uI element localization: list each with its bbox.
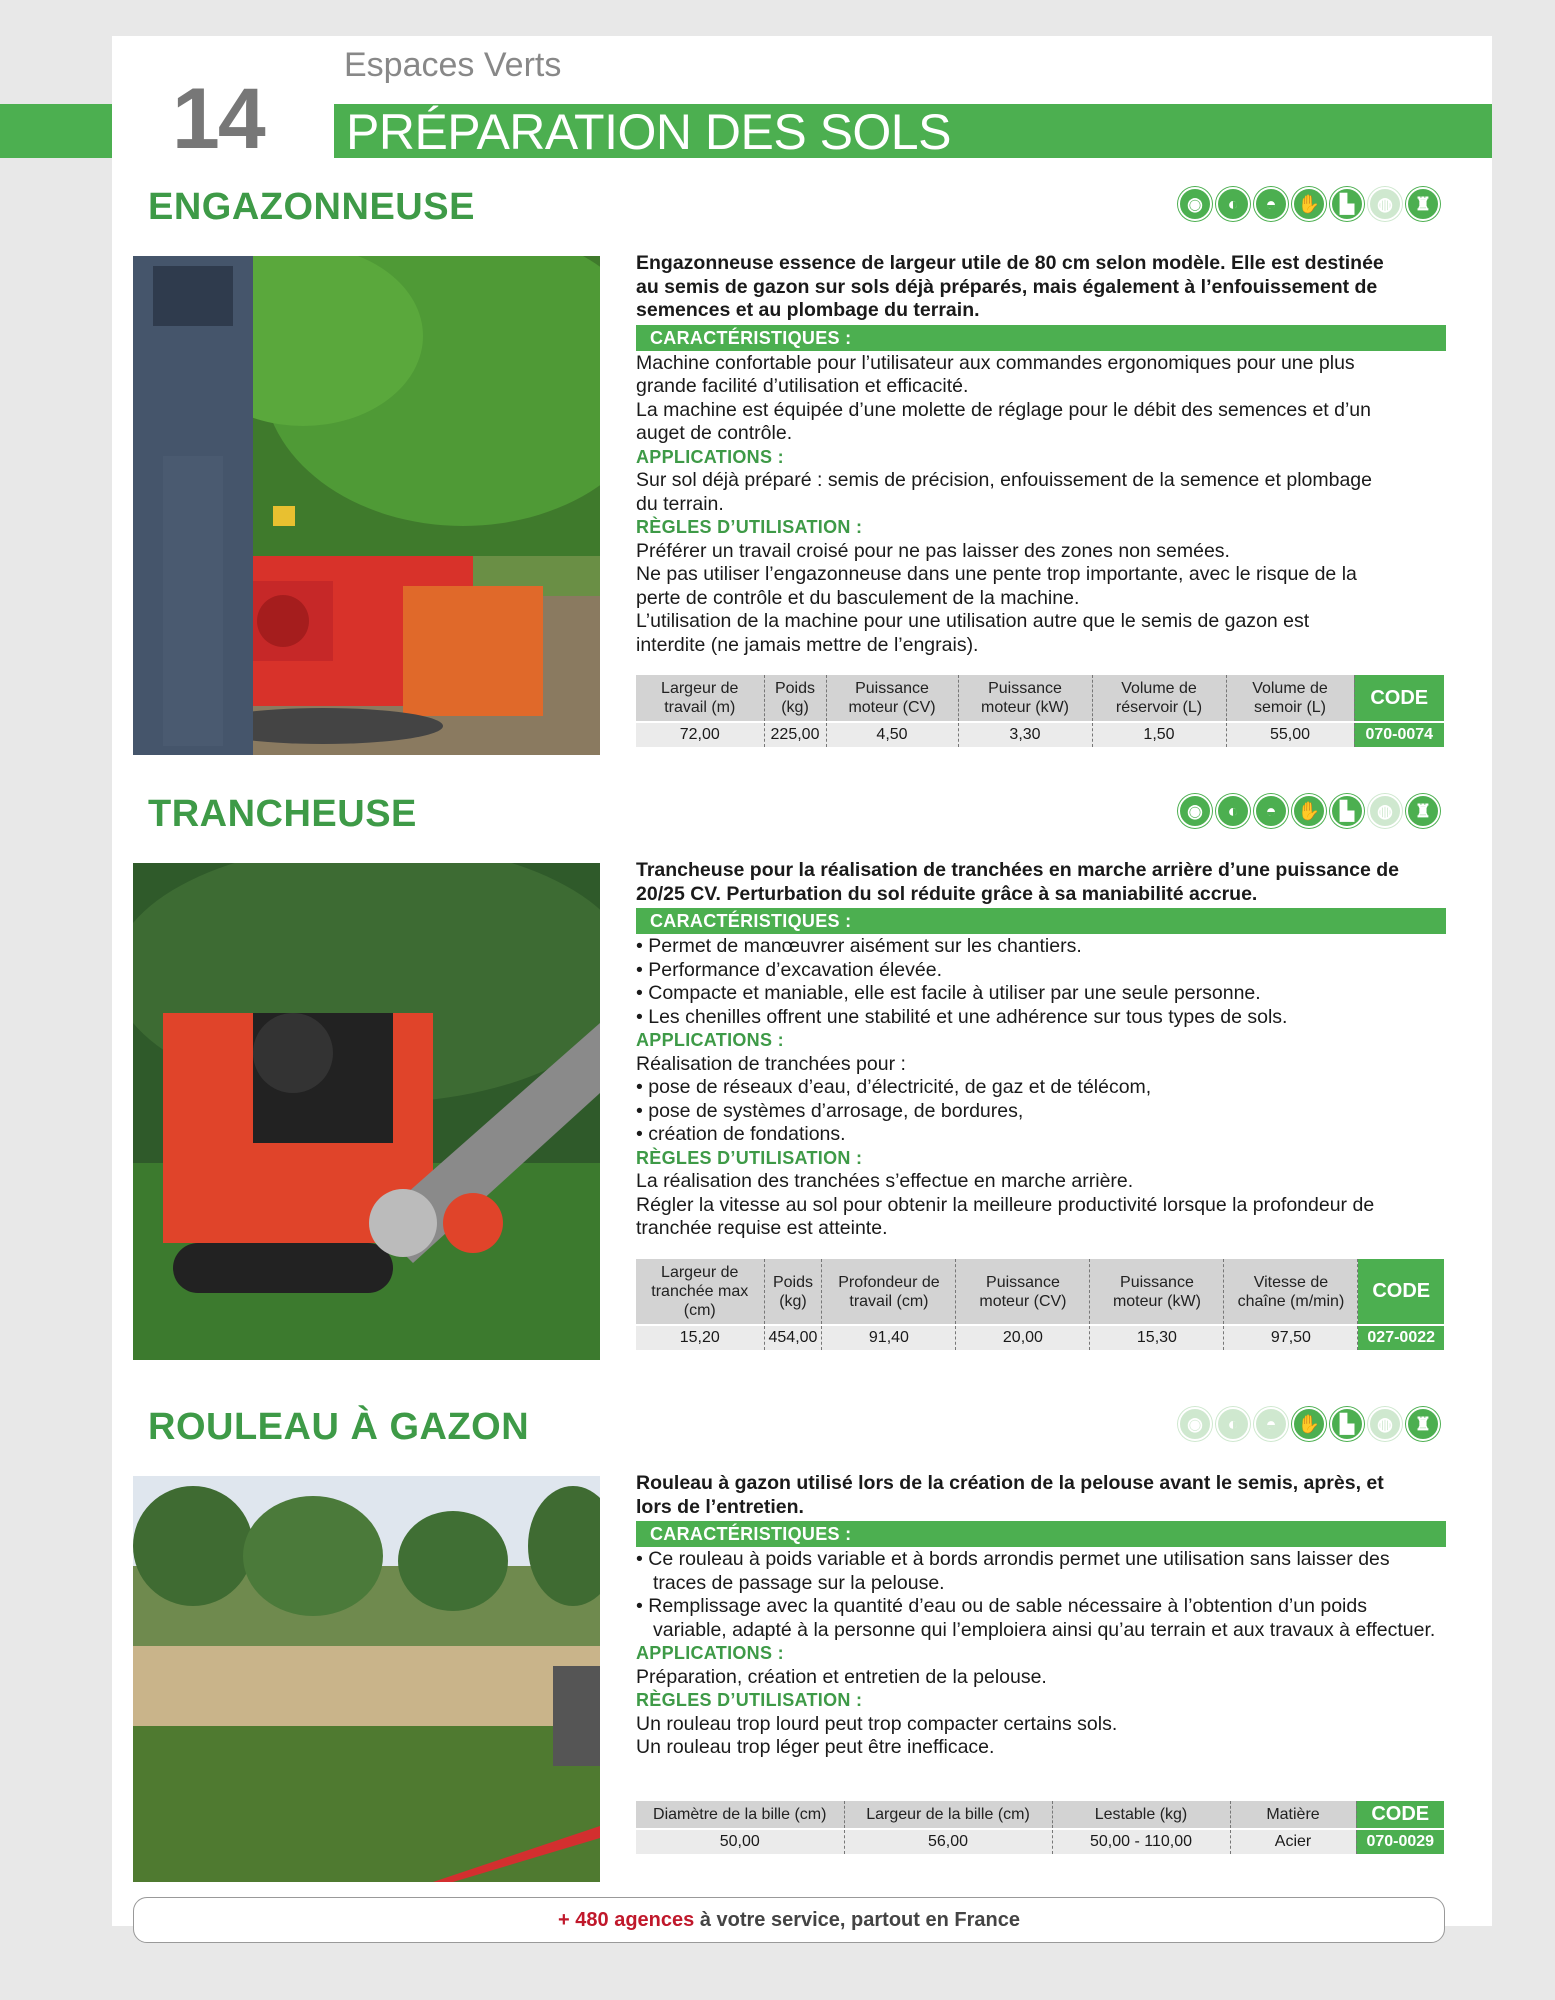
spec-header: Puissance moteur (kW)	[958, 675, 1092, 722]
category-label: Espaces Verts	[344, 46, 562, 84]
spec-value: 15,20	[636, 1325, 764, 1350]
spec-header: Poids (kg)	[764, 675, 826, 722]
spec-value: Acier	[1230, 1829, 1356, 1854]
text-line: du terrain.	[636, 492, 724, 515]
product-title: ENGAZONNEUSE	[148, 186, 475, 228]
product-code: 070-0074	[1354, 722, 1444, 747]
intro-line: lors de l’entretien.	[636, 1495, 804, 1518]
spec-header: Volume de réservoir (L)	[1092, 675, 1226, 722]
lunettes-icon: ◉	[1178, 794, 1212, 828]
product-code: 027-0022	[1358, 1325, 1444, 1350]
spec-header: Profondeur de travail (cm)	[822, 1259, 956, 1325]
spec-value: 50,00	[636, 1829, 844, 1854]
text-line: tranchée requise est atteinte.	[636, 1217, 888, 1239]
text-line: La machine est équipée d’une molette de réglage pour le débit des semences et d’un	[636, 398, 1371, 421]
footer-text: à votre service, partout en France	[694, 1909, 1020, 1931]
spec-value: 20,00	[956, 1325, 1090, 1350]
chaussures-icon: ▙	[1330, 1407, 1364, 1441]
caracteristiques-heading: CARACTÉRISTIQUES :	[636, 908, 1446, 934]
spec-value: 55,00	[1226, 722, 1354, 747]
text-line: Préparation, création et entretien de la pelouse.	[636, 1665, 1047, 1688]
regles-heading: RÈGLES D’UTILISATION :	[636, 1147, 863, 1168]
spec-header: Largeur de la bille (cm)	[844, 1801, 1052, 1829]
masque-icon: ◍	[1368, 187, 1402, 221]
vetements-icon: ♜	[1406, 1407, 1440, 1441]
caracteristiques-heading: CARACTÉRISTIQUES :	[636, 1521, 1446, 1547]
chaussures-icon: ▙	[1330, 794, 1364, 828]
spec-header: Matière	[1230, 1801, 1356, 1829]
product-photo	[133, 863, 600, 1360]
intro-line: Rouleau à gazon utilisé lors de la création de la pelouse avant le semis, après, et	[636, 1472, 1384, 1494]
spec-value: 97,50	[1224, 1325, 1358, 1350]
text-line: Machine confortable pour l’utilisateur aux commandes ergonomiques pour une plus	[636, 351, 1355, 374]
text-line: Sur sol déjà préparé : semis de précision, enfouissement de la semence et plombage	[636, 469, 1372, 491]
intro-line: Engazonneuse essence de largeur utile de 80 cm selon modèle. Elle est destinée	[636, 252, 1384, 274]
product-title: TRANCHEUSE	[148, 793, 417, 835]
intro-line: au semis de gazon sur sols déjà préparés, mais également à l’enfouissement de	[636, 275, 1378, 298]
vetements-icon: ♜	[1406, 187, 1440, 221]
spec-value: 454,00	[764, 1325, 822, 1350]
product-photo	[133, 1476, 600, 1882]
vetements-icon: ♜	[1406, 794, 1440, 828]
spec-header: Lestable (kg)	[1052, 1801, 1230, 1829]
applications-heading: APPLICATIONS :	[636, 1030, 784, 1050]
spec-header: Puissance moteur (CV)	[826, 675, 958, 722]
text-line: Régler la vitesse au sol pour obtenir la meilleure productivité lorsque la profondeur de	[636, 1193, 1375, 1216]
text-line: L’utilisation de la machine pour une utilisation autre que le semis de gazon est	[636, 610, 1310, 632]
product-description	[636, 252, 1446, 657]
left-green-tab	[0, 104, 112, 158]
spec-header-code: CODE	[1358, 1259, 1444, 1325]
text-line: grande facilité d’utilisation et efficacité.	[636, 375, 969, 397]
footer-banner	[133, 1897, 1445, 1943]
masque-icon: ◍	[1368, 1407, 1402, 1441]
spec-header-code: CODE	[1354, 675, 1444, 722]
spec-table	[636, 675, 1444, 747]
casque-icon: ◓	[1254, 794, 1288, 828]
spec-header: Vitesse de chaîne (m/min)	[1224, 1259, 1358, 1325]
spec-value: 4,50	[826, 722, 958, 747]
section-title: PRÉPARATION DES SOLS	[334, 104, 1492, 158]
applications-heading: APPLICATIONS :	[636, 1643, 784, 1663]
casque-icon: ◓	[1254, 187, 1288, 221]
applications-heading: APPLICATIONS :	[636, 446, 784, 467]
spec-value: 1,50	[1092, 722, 1226, 747]
text-line: perte de contrôle et du basculement de la machine.	[636, 586, 1080, 609]
casque-icon: ◓	[1254, 1407, 1288, 1441]
product-code: 070-0029	[1356, 1829, 1444, 1854]
text-line: • Permet de manœuvrer aisément sur les chantiers.	[636, 935, 1082, 957]
spec-value: 15,30	[1090, 1325, 1224, 1350]
spec-value: 3,30	[958, 722, 1092, 747]
masque-icon: ◍	[1368, 794, 1402, 828]
text-line: auget de contrôle.	[636, 422, 793, 444]
product-description	[636, 1472, 1446, 1760]
chaussures-icon: ▙	[1330, 187, 1364, 221]
agency-count: + 480 agences	[558, 1909, 695, 1931]
spec-value: 56,00	[844, 1829, 1052, 1854]
spec-header-code: CODE	[1356, 1801, 1444, 1829]
casque-antibruit-icon: ◐	[1216, 187, 1250, 221]
product-photo	[133, 256, 600, 755]
spec-table	[636, 1801, 1444, 1854]
safety-icons	[1178, 794, 1440, 828]
intro-line: semences et au plombage du terrain.	[636, 299, 980, 321]
regles-heading: RÈGLES D’UTILISATION :	[636, 1690, 863, 1710]
spec-header: Largeur de tranchée max (cm)	[636, 1259, 764, 1325]
spec-header: Puissance moteur (CV)	[956, 1259, 1090, 1325]
spec-header: Poids (kg)	[764, 1259, 822, 1325]
text-line: Un rouleau trop léger peut être inefficace.	[636, 1736, 995, 1758]
text-line: Réalisation de tranchées pour :	[636, 1052, 906, 1075]
text-line: • Compacte et maniable, elle est facile à utiliser par une seule personne.	[636, 982, 1261, 1004]
casque-antibruit-icon: ◐	[1216, 1407, 1250, 1441]
text-line: Un rouleau trop lourd peut trop compacter certains sols.	[636, 1712, 1118, 1735]
lunettes-icon: ◉	[1178, 1407, 1212, 1441]
text-line: La réalisation des tranchées s’effectue en marche arrière.	[636, 1170, 1134, 1192]
spec-table	[636, 1259, 1444, 1350]
spec-value: 225,00	[764, 722, 826, 747]
spec-value: 50,00 - 110,00	[1052, 1829, 1230, 1854]
text-line: • Ce rouleau à poids variable et à bords arrondis permet une utilisation sans laisser des traces de passage sur la pelouse.	[636, 1548, 1390, 1594]
regles-heading: RÈGLES D’UTILISATION :	[636, 517, 863, 537]
text-line: • pose de réseaux d’eau, d’électricité, de gaz et de télécom,	[636, 1076, 1152, 1098]
spec-value: 72,00	[636, 722, 764, 747]
product-title: ROULEAU À GAZON	[148, 1406, 530, 1448]
text-line: • Performance d’excavation élevée.	[636, 958, 942, 981]
text-line: • Remplissage avec la quantité d’eau ou de sable nécessaire à l’obtention d’un poids variable, adapté à la personne qui l’emploiera ainsi qu’au terrain et aux travaux à effectuer.	[636, 1595, 1436, 1641]
page-number: 14	[172, 71, 264, 167]
text-line: Préférer un travail croisé pour ne pas laisser des zones non semées.	[636, 539, 1230, 562]
gants-icon: ✋	[1292, 187, 1326, 221]
intro-line: Trancheuse pour la réalisation de tranchées en marche arrière d’une puissance de	[636, 859, 1399, 881]
text-line: interdite (ne jamais mettre de l’engrais).	[636, 633, 979, 656]
text-line: • pose de systèmes d’arrosage, de bordures,	[636, 1099, 1024, 1122]
spec-header: Largeur de travail (m)	[636, 675, 764, 722]
spec-header: Volume de semoir (L)	[1226, 675, 1354, 722]
casque-antibruit-icon: ◐	[1216, 794, 1250, 828]
lunettes-icon: ◉	[1178, 187, 1212, 221]
safety-icons	[1178, 187, 1440, 221]
spec-header: Diamètre de la bille (cm)	[636, 1801, 844, 1829]
safety-icons	[1178, 1407, 1440, 1441]
spec-value: 91,40	[822, 1325, 956, 1350]
text-line: • Les chenilles offrent une stabilité et une adhérence sur tous types de sols.	[636, 1005, 1288, 1028]
intro-line: 20/25 CV. Perturbation du sol réduite grâce à sa maniabilité accrue.	[636, 882, 1258, 905]
spec-header: Puissance moteur (kW)	[1090, 1259, 1224, 1325]
caracteristiques-heading: CARACTÉRISTIQUES :	[636, 325, 1446, 351]
gants-icon: ✋	[1292, 794, 1326, 828]
gants-icon: ✋	[1292, 1407, 1326, 1441]
text-line: Ne pas utiliser l’engazonneuse dans une pente trop importante, avec le risque de la	[636, 563, 1357, 585]
product-description	[636, 859, 1446, 1241]
text-line: • création de fondations.	[636, 1123, 846, 1145]
